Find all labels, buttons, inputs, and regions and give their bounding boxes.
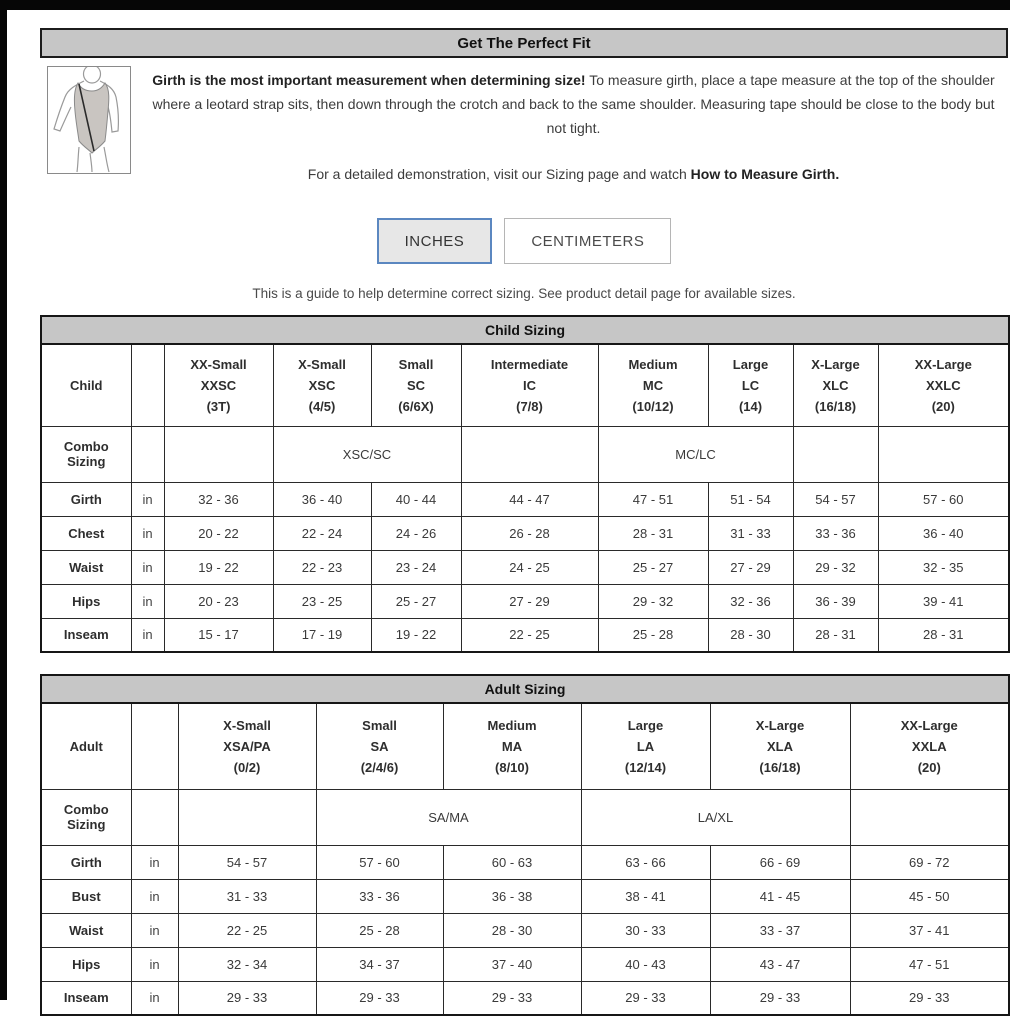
table-title-row [41,316,1009,344]
measurement-value: 31 - 33 [178,879,316,913]
sizing-note: This is a guide to help determine correct sizing. See product detail page for available sizes. [252,286,796,301]
measurement-value: 29 - 32 [793,550,878,584]
measurement-row [41,482,1009,516]
size-column-header [443,703,581,789]
centimeters-button[interactable]: CENTIMETERS [504,218,671,264]
adult-sizing-table [40,674,1010,1016]
measurement-value: 29 - 33 [316,981,443,1015]
size-header-line: Small [398,356,434,372]
size-header-line: XSA/PA [223,738,271,754]
measurement-value: 33 - 36 [316,879,443,913]
measurement-value: 69 - 72 [850,845,1009,879]
measurement-row [41,913,1009,947]
size-column-header [708,344,793,426]
size-column-header [598,344,708,426]
intro-text [131,66,1008,186]
measurement-row [41,516,1009,550]
size-header-line: Large [732,356,769,372]
measurement-value: 24 - 26 [371,516,461,550]
empty-cell [793,426,878,482]
measurement-value: 40 - 44 [371,482,461,516]
size-column-header [793,344,878,426]
girth-instructions-bold: Girth is the most important measurement when determining size! [152,72,586,88]
size-header-line: LC [741,377,760,393]
size-header-line: (12/14) [624,759,667,775]
measurement-value: 36 - 39 [793,584,878,618]
unit-toggle [40,218,1008,264]
measurement-value: 22 - 25 [461,618,598,652]
size-column-header [878,344,1009,426]
size-header-line: XXLA [911,738,947,754]
unit-cell: in [131,550,164,584]
measurement-value: 33 - 36 [793,516,878,550]
unit-cell: in [131,584,164,618]
size-header-line: Small [362,717,397,733]
combo-sizing-label: Combo Sizing [41,789,131,845]
leotard-diagram-icon [48,67,130,173]
size-header-line: (0/2) [233,759,261,775]
combo-sizing-row [41,789,1009,845]
child-sizing-table [40,315,1010,653]
unit-cell: in [131,947,178,981]
measurement-value: 29 - 33 [443,981,581,1015]
measurement-value: 25 - 28 [316,913,443,947]
measurement-label: Girth [41,845,131,879]
sizing-page [40,10,1008,1016]
measurement-row [41,845,1009,879]
measurement-value: 29 - 33 [850,981,1009,1015]
measurement-value: 47 - 51 [850,947,1009,981]
measurement-value: 22 - 24 [273,516,371,550]
empty-cell [131,703,178,789]
measurement-value: 23 - 25 [273,584,371,618]
size-header-line: XXLC [925,377,961,393]
empty-cell [461,426,598,482]
girth-instructions [141,68,1006,140]
size-header-line: (20) [917,759,941,775]
size-header-line: X-Small [298,356,346,372]
table-title-row [41,675,1009,703]
measurement-value: 63 - 66 [581,845,710,879]
measurement-row [41,584,1009,618]
measurement-value: 29 - 33 [581,981,710,1015]
measurement-value: 44 - 47 [461,482,598,516]
measurement-value: 27 - 29 [708,550,793,584]
size-header-line: (4/5) [308,398,336,414]
measurement-value: 32 - 36 [708,584,793,618]
measurement-label: Girth [41,482,131,516]
measurement-value: 33 - 37 [710,913,850,947]
size-column-header [178,703,316,789]
measurement-value: 32 - 34 [178,947,316,981]
measurement-value: 19 - 22 [371,618,461,652]
size-header-line: X-Large [811,356,860,372]
measurement-value: 54 - 57 [793,482,878,516]
size-column-header [581,703,710,789]
size-header-row [41,344,1009,426]
measurement-value: 19 - 22 [164,550,273,584]
combo-size-cell: XSC/SC [273,426,461,482]
size-header-line: (8/10) [495,759,529,775]
measurement-value: 40 - 43 [581,947,710,981]
size-header-line: (16/18) [814,398,857,414]
size-header-line: XLC [822,377,849,393]
measurement-value: 43 - 47 [710,947,850,981]
size-header-line: SA [370,738,389,754]
size-header-line: X-Large [755,717,805,733]
measurement-value: 29 - 32 [598,584,708,618]
unit-cell: in [131,516,164,550]
unit-cell: in [131,618,164,652]
empty-cell [850,789,1009,845]
measurement-value: 39 - 41 [878,584,1009,618]
measurement-value: 38 - 41 [581,879,710,913]
size-header-line: XSC [308,377,336,393]
measurement-row [41,947,1009,981]
measurement-row [41,879,1009,913]
measurement-value: 36 - 40 [273,482,371,516]
measurement-value: 32 - 36 [164,482,273,516]
measurement-value: 28 - 30 [443,913,581,947]
empty-cell [178,789,316,845]
measurement-label: Bust [41,879,131,913]
table-title: Adult Sizing [41,675,1009,703]
measurement-value: 29 - 33 [178,981,316,1015]
empty-cell [131,789,178,845]
measurement-value: 25 - 27 [371,584,461,618]
combo-size-cell: SA/MA [316,789,581,845]
measurement-value: 54 - 57 [178,845,316,879]
measurement-row [41,550,1009,584]
measurement-label: Hips [41,584,131,618]
measurement-value: 15 - 17 [164,618,273,652]
size-header-line: (7/8) [516,398,543,414]
size-header-line: Intermediate [490,356,569,372]
size-header-line: (10/12) [632,398,674,414]
size-header-line: (20) [931,398,955,414]
measurement-value: 25 - 27 [598,550,708,584]
size-column-header [316,703,443,789]
measurement-value: 41 - 45 [710,879,850,913]
measurement-label: Inseam [41,981,131,1015]
size-header-line: XLA [767,738,793,754]
size-header-line: XX-Large [914,356,972,372]
size-header-line: LA [636,738,655,754]
size-header-line: Medium [487,717,537,733]
combo-size-cell: MC/LC [598,426,793,482]
size-header-line: XXSC [200,377,237,393]
demo-line-bold: How to Measure Girth. [690,166,840,182]
combo-sizing-label: Combo Sizing [41,426,131,482]
unit-cell: in [131,879,178,913]
measurement-label: Waist [41,913,131,947]
measurement-row [41,618,1009,652]
combo-size-cell: LA/XL [581,789,850,845]
measurement-value: 17 - 19 [273,618,371,652]
page-title-bar [40,28,1008,58]
size-header-line: SC [406,377,426,393]
measurement-label: Hips [41,947,131,981]
size-header-line: XX-Large [900,717,958,733]
measurement-value: 29 - 33 [710,981,850,1015]
size-column-header [164,344,273,426]
measurement-value: 20 - 22 [164,516,273,550]
size-header-line: (16/18) [759,759,801,775]
measurement-value: 34 - 37 [316,947,443,981]
measurement-value: 20 - 23 [164,584,273,618]
unit-cell: in [131,845,178,879]
size-column-header [461,344,598,426]
size-header-line: MC [642,377,664,393]
measurement-value: 31 - 33 [708,516,793,550]
table-row-header: Adult [41,703,131,789]
size-header-line: Large [627,717,664,733]
size-header-line: IC [523,377,536,393]
measurement-value: 37 - 41 [850,913,1009,947]
measurement-value: 45 - 50 [850,879,1009,913]
table-title: Child Sizing [41,316,1009,344]
measurement-value: 28 - 31 [878,618,1009,652]
window-border-top [0,0,1010,10]
size-header-line: (14) [738,398,763,414]
unit-cell: in [131,482,164,516]
page-title: Get The Perfect Fit [457,34,591,52]
size-column-header [371,344,461,426]
empty-cell [878,426,1009,482]
measurement-value: 32 - 35 [878,550,1009,584]
unit-cell: in [131,981,178,1015]
measurement-value: 30 - 33 [581,913,710,947]
measurement-value: 37 - 40 [443,947,581,981]
demo-line-text: For a detailed demonstration, visit our Sizing page and watch [307,166,691,182]
measurement-value: 57 - 60 [316,845,443,879]
combo-sizing-row [41,426,1009,482]
measurement-value: 57 - 60 [878,482,1009,516]
size-header-row [41,703,1009,789]
measurement-value: 28 - 31 [598,516,708,550]
measurement-value: 51 - 54 [708,482,793,516]
intro-section [40,66,1008,186]
measurement-value: 36 - 38 [443,879,581,913]
measurement-value: 23 - 24 [371,550,461,584]
unit-cell: in [131,913,178,947]
window-border-left [0,10,7,1000]
measurement-value: 36 - 40 [878,516,1009,550]
girth-instructions-rest: To measure girth, place a tape measure at the top of the shoulder where a leotard strap sits, then down through the crotch and back to the same shoulder. Measuring tape should be close to the body but not tight. [152,72,995,136]
measurement-label: Inseam [41,618,131,652]
measurement-value: 22 - 25 [178,913,316,947]
measurement-label: Waist [41,550,131,584]
measurement-value: 66 - 69 [710,845,850,879]
measurement-value: 26 - 28 [461,516,598,550]
measurement-value: 60 - 63 [443,845,581,879]
size-header-line: (3T) [206,398,231,414]
measurement-value: 47 - 51 [598,482,708,516]
table-row-header: Child [41,344,131,426]
size-column-header [850,703,1009,789]
inches-button[interactable]: INCHES [377,218,493,264]
measurement-value: 24 - 25 [461,550,598,584]
measurement-value: 22 - 23 [273,550,371,584]
girth-measurement-figure [47,66,131,174]
empty-cell [131,344,164,426]
measurement-value: 27 - 29 [461,584,598,618]
size-header-line: (6/6X) [398,398,434,414]
size-column-header [710,703,850,789]
measurement-value: 28 - 30 [708,618,793,652]
measurement-value: 28 - 31 [793,618,878,652]
size-header-line: XX-Small [190,356,247,372]
size-header-line: Medium [628,356,678,372]
size-header-line: (2/4/6) [360,759,399,775]
size-header-line: X-Small [223,717,271,733]
size-column-header [273,344,371,426]
demo-line [141,162,1006,186]
measurement-value: 25 - 28 [598,618,708,652]
size-header-line: MA [501,738,523,754]
measurement-label: Chest [41,516,131,550]
empty-cell [164,426,273,482]
empty-cell [131,426,164,482]
